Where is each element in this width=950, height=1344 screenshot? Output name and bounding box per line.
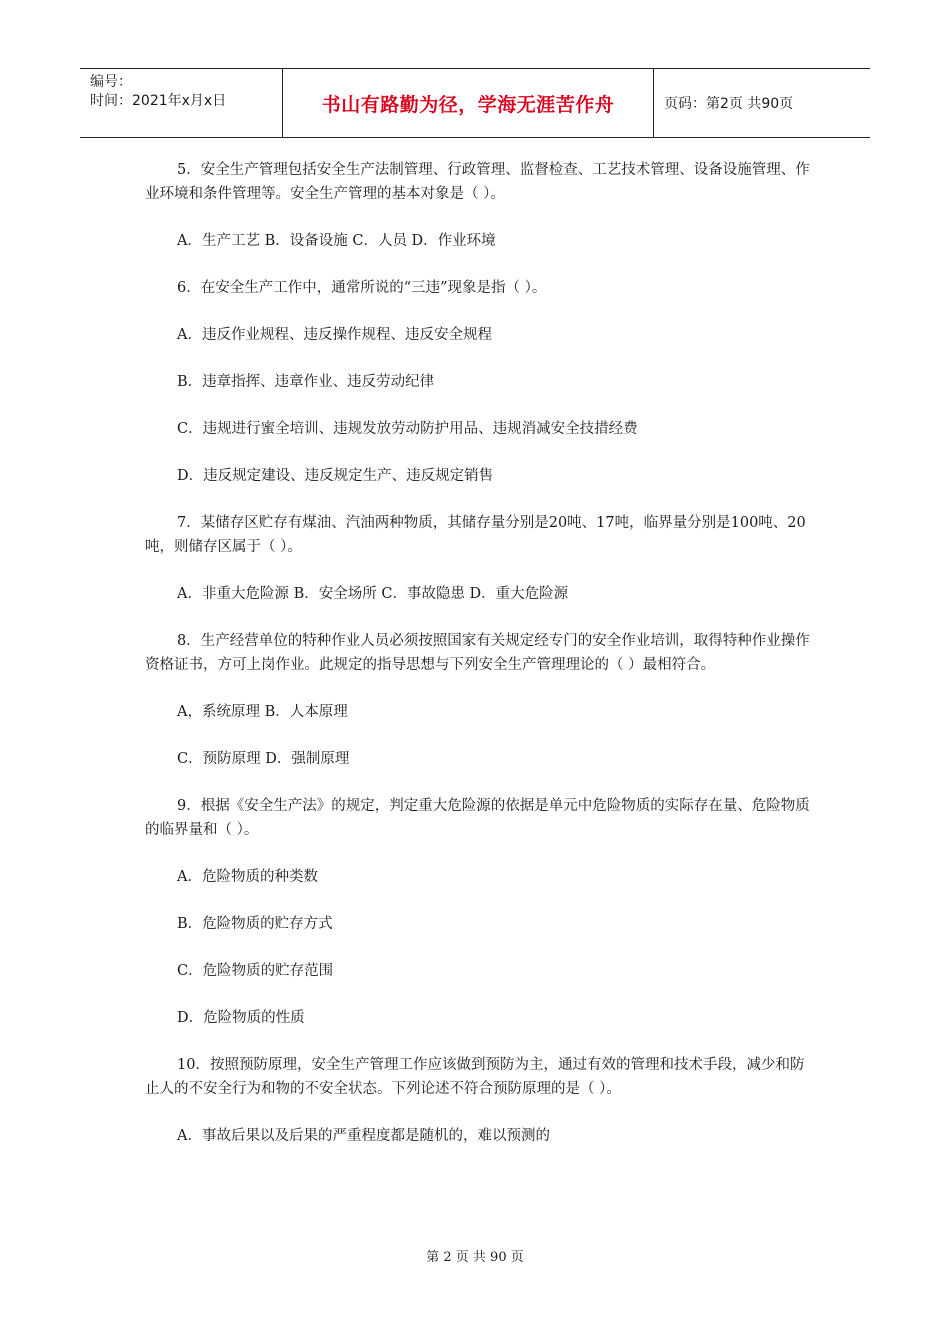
answer-option-line: B．危险物质的贮存方式 xyxy=(177,916,333,932)
answer-option-line: C．预防原理 D．强制原理 xyxy=(177,751,350,767)
question-paragraph: 10．按照预防原理，安全生产管理工作应该做到预防为主，通过有效的管理和技术手段，减少和防止人的不安全行为和物的不安全状态。下列论述不符合预防原理的是（ ）。 xyxy=(145,1057,805,1097)
answer-option-line: A．非重大危险源 B．安全场所 C．事故隐患 D．重大危险源 xyxy=(177,586,569,602)
answer-option-line: D．违反规定建设、违反规定生产、违反规定销售 xyxy=(177,468,494,484)
document-number-label: 编号： xyxy=(90,74,132,90)
answer-option-line: C．违规进行蜜全培训、违规发放劳动防护用品、违规消减安全技措经费 xyxy=(177,421,638,437)
page-footer: 第 2 页 共 90 页 xyxy=(426,1250,524,1265)
question-paragraph: 5．安全生产管理包括安全生产法制管理、行政管理、监督检查、工艺技术管理、设备设施管理、作业环境和条件管理等。安全生产管理的基本对象是（ ）。 xyxy=(145,162,810,202)
question-paragraph: 7．某储存区贮存有煤油、汽油两种物质，其储存量分别是20吨、17吨，临界量分别是100吨、20吨，则储存区属于（ ）。 xyxy=(145,515,806,555)
header-motto: 书山有路勤为径，学海无涯苦作舟 xyxy=(282,69,654,137)
page-header xyxy=(80,68,870,138)
question-paragraph: 6．在安全生产工作中，通常所说的“三违”现象是指（ ）。 xyxy=(177,280,547,296)
answer-option-line: A，系统原理 B．人本原理 xyxy=(177,704,348,720)
answer-option-line: B．违章指挥、违章作业、违反劳动纪律 xyxy=(177,374,435,390)
answer-option-line: A．事故后果以及后果的严重程度都是随机的，难以预测的 xyxy=(177,1128,550,1144)
answer-option-line: C．危险物质的贮存范围 xyxy=(177,963,334,979)
answer-option-line: A．危险物质的种类数 xyxy=(177,869,318,885)
question-paragraph: 9．根据《安全生产法》的规定，判定重大危险源的依据是单元中危险物质的实际存在量、危险物质的临界量和（ ）。 xyxy=(145,798,810,838)
document-date: 时间：2021年x月x日 xyxy=(90,93,227,109)
answer-option-line: A．生产工艺 B．设备设施 C．人员 D．作业环境 xyxy=(177,233,496,249)
answer-option-line: D．危险物质的性质 xyxy=(177,1010,305,1026)
header-meta xyxy=(80,69,282,137)
header-page-info: 页码：第2页 共90页 xyxy=(664,96,794,112)
answer-option-line: A．违反作业规程、违反操作规程、违反安全规程 xyxy=(177,327,492,343)
question-paragraph: 8．生产经营单位的特种作业人员必须按照国家有关规定经专门的安全作业培训，取得特种作业操作资格证书，方可上岗作业。此规定的指导思想与下列安全生产管理理论的（ ）最相符合。 xyxy=(145,633,810,673)
document-body xyxy=(145,158,810,1171)
